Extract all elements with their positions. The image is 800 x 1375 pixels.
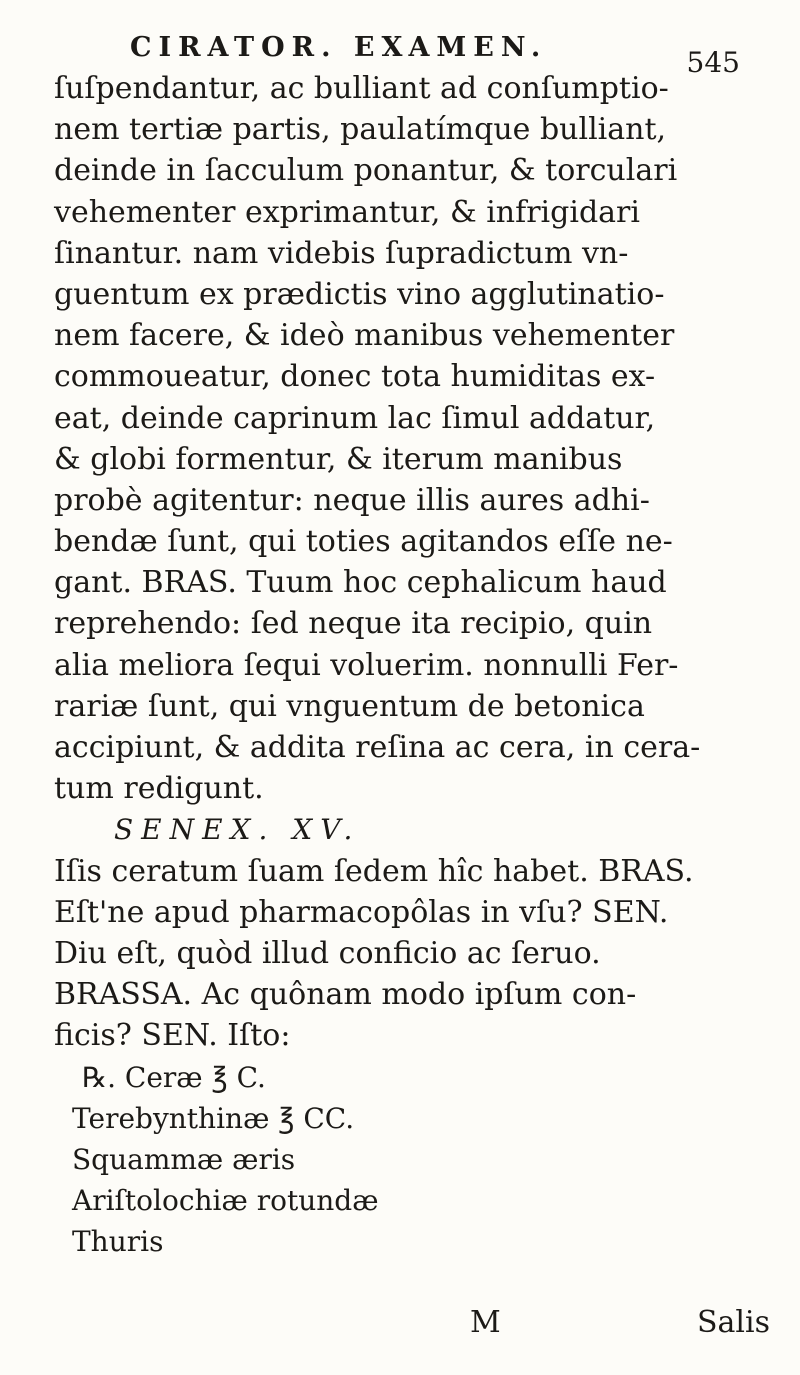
text-line: deinde in ſacculum ponantur, & torculari [54, 153, 678, 189]
text-body [54, 68, 774, 1262]
text-line: eat, deinde caprinum lac ſimul addatur, [54, 400, 656, 436]
text-line: gant. BRAS. Tuum hoc cephalicum haud [54, 565, 667, 601]
recipe-item: Squammæ æris [72, 1142, 296, 1176]
dialogue-line: ficis? SEN. Iſto: [54, 1018, 291, 1054]
text-line: & globi formentur, & iterum manibus [54, 441, 623, 477]
text-line: commoueatur, donec tota humiditas ex- [54, 359, 656, 395]
text-line: bendæ ſunt, qui toties agitandos eſſe ne- [54, 524, 673, 560]
running-head [100, 24, 740, 79]
recipe-item: Thuris [72, 1225, 164, 1259]
text-line: nem facere, & ideò manibus vehementer [54, 318, 675, 354]
dialogue-line: Eſt'ne apud pharmacopôlas in vſu? SEN. [54, 894, 669, 930]
text-line: accipiunt, & addita reſina ac cera, in cera- [54, 730, 701, 765]
dialogue-line: Diu eſt, quòd illud conficio ac ſeruo. [54, 935, 601, 971]
running-title: CIRATOR. EXAMEN. [130, 32, 548, 63]
text-line: guentum ex prædictis vino agglutinatio- [54, 276, 665, 312]
text-line: rariæ ſunt, qui vnguentum de betonica [54, 688, 645, 724]
page-number: 545 [686, 46, 740, 79]
recipe-item: Ariſtolochiæ rotundæ [72, 1184, 379, 1218]
text-line: tum redigunt. [54, 771, 264, 807]
text-line: alia meliora ſequi voluerim. nonnulli Fer- [54, 647, 679, 683]
dialogue-line: BRASSA. Ac quônam modo ipſum con- [54, 977, 637, 1013]
text-line: vehementer exprimantur, & infrigidari [54, 194, 640, 230]
section-heading: SENEX. XV. [114, 813, 361, 847]
text-line: ſuſpendantur, ac bulliant ad conſumptio- [54, 71, 669, 106]
text-line: reprehendo: ſed neque ita recipio, quin [54, 606, 653, 642]
catchword: Salis [696, 1305, 770, 1340]
signature-mark: M [470, 1305, 501, 1340]
text-line: nem tertiæ partis, paulatímque bulliant, [54, 112, 667, 148]
catchwords [470, 1305, 770, 1349]
text-line: ſinantur. nam videbis ſupradictum vn- [54, 235, 629, 271]
text-line: probè agitentur: neque illis aures adhi- [54, 482, 650, 518]
recipe-item: Terebynthinæ ℥ CC. [72, 1101, 355, 1135]
dialogue-line: Iſis ceratum ſuam ſedem hîc habet. BRAS. [54, 853, 694, 889]
recipe-item: ℞. Ceræ ℥ C. [82, 1060, 266, 1094]
